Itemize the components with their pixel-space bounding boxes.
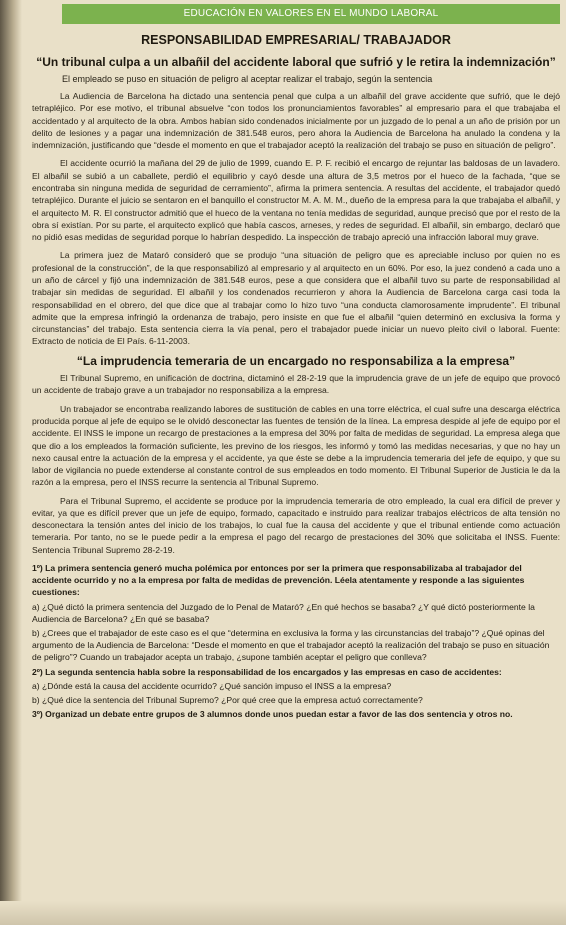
page-bottom-shadow bbox=[0, 901, 566, 925]
question-3: 3º) Organizad un debate entre grupos de 3 alumnos donde unos puedan estar a favor de las dos sentencia y otros no. bbox=[32, 709, 513, 720]
case1-paragraph-3: La primera juez de Mataró consideró que se produjo “una situación de peligro que es apreciable incluso por quien no es profesional de la construcción”, de la que responsabilizó al empresario y al arquitecto en un 60%. Por eso, la juez condenó a cada uno a un año de cárcel y fijó una indemnización de 381.548 euros, pese a que considera que el albañil tuvo su parte de responsabilidad al trabajar sin medidas de seguridad. El albañil y los condenados recurrieron y ahora la Audiencia de Barcelona carga casi toda la responsabilidad en el obrero, del que dice que al trabajar como lo hizo tuvo “una conducta clamorosamente imprudente”. El tribunal admite que la empresa infringió la ordenanza de trabajo, pero insiste en que fue el albañil “quien determinó en exclusiva la forma y circunstancias” del trabajo. Esta sentencia cierra la vía penal, pero el trabajador puede iniciar un nuevo pleito civil o laboral. Fuente: Extracto de noticia de El País. 6-11-2003. bbox=[32, 250, 560, 347]
question-2: 2º) La segunda sentencia habla sobre la responsabilidad de los encargados y las empresas en caso de accidentes: bbox=[32, 666, 502, 677]
textbook-page bbox=[22, 4, 560, 904]
page-binding-shadow bbox=[0, 0, 22, 925]
case2-title: “La imprudencia temeraria de un encargado no responsabiliza a la empresa” bbox=[76, 353, 516, 368]
case2-paragraph-2: Un trabajador se encontraba realizando labores de sustitución de cables en una torre eléctrica, el cual sufre una descarga eléctrica producida porque al jefe de equipo se le olvidó desconectar las fuentes de tensión de la línea. La empresa despide al jefe de equipo por el accidente. El INSS le impone un recargo de prestaciones a la empresa del 30% por falta de medidas de seguridad. La empresa alega que que dio a los empleados la formación suficiente, les previno de los riesgos, les informó y tomó las medidas necesarias, y que no hay un nexo causal entre la actuación de la empresa y el accidente, ya que éste se debe a la imprudencia temeraria del jefe de equipo, y que su labor de vigilancia no puede extenderse al constante control de sus empleados en todo momento. El Tribunal Superior de Justicia le da la razón a la empresa, pero el INSS recurre la sentencia al Tribunal Supremo. bbox=[32, 403, 560, 488]
question-2b: b) ¿Qué dice la sentencia del Tribunal Supremo? ¿Por qué cree que la empresa actuó correctamente? bbox=[32, 695, 423, 706]
case2-paragraph-1: El Tribunal Supremo, en unificación de doctrina, dictaminó el 28-2-19 que la imprudencia grave de un jefe de equipo que provocó un accidente de trabajo grave a un trabajador no responsabiliza a la empresa. bbox=[32, 373, 560, 396]
question-1b: b) ¿Crees que el trabajador de este caso es el que “determina en exclusiva la forma y las circunstancias del trabajo”? ¿Qué opinas del argumento de la Audiencia de Barcelona: “Desde el momento en que el trabajador aceptó la realización del trabajo se puso en situación de peligro”? Cuando un trabajador acepta un trabajo, ¿supone también aceptar el peligro que conlleva? bbox=[32, 628, 550, 663]
question-2a: a) ¿Dónde está la causa del accidente ocurrido? ¿Qué sanción impuso el INSS a la empresa? bbox=[32, 680, 392, 691]
section-banner: EDUCACIÓN EN VALORES EN EL MUNDO LABORAL bbox=[62, 4, 560, 24]
case1-title: “Un tribunal culpa a un albañil del accidente laboral que sufrió y le retira la indemnización” bbox=[36, 55, 556, 69]
section-title: RESPONSABILIDAD EMPRESARIAL/ TRABAJADOR bbox=[141, 33, 451, 47]
case2-paragraph-3: Para el Tribunal Supremo, el accidente se produce por la imprudencia temeraria de otro empleado, la cual era difícil de prever y evitar, ya que es difícil prever que un jefe de equipo, formado, capacitado e instruido para realizar trabajos eléctricos de alta tensión no desconectara la tensión antes del inicio de los trabajos, lo cual fue la causa del accidente y que el tribunal entiende como actuación temeraria. Por tanto, no se le puede pedir a la empresa el pago del recargo de prestaciones del 30% que solicitaba el INSS. Fuente: Sentencia Tribunal Supremo 28-2-19. bbox=[32, 495, 560, 555]
case1-paragraph-1: La Audiencia de Barcelona ha dictado una sentencia penal que culpa a un albañil del grave accidente que sufrió, que le dejó tetrapléjico. Por ese motivo, el tribunal absuelve “con todos los pronunciamientos favorables” al empresario para el que trabajaba el accidentado y al arquitecto de la obra. Ambos habían sido condenados inicialmente por un juzgado de lo penal a un año de prisión por un delito de lesiones y a pagar una indemnización de 381.548 euros, pero ahora la Audiencia de Barcelona ha anulado la condena y la indemnización, justificando que “desde el momento en que el trabajador aceptó la realización del trabajo se puso en situación de peligro”. bbox=[32, 91, 560, 151]
case1-paragraph-2: El accidente ocurrió la mañana del 29 de julio de 1999, cuando E. P. F. recibió el encargo de rejuntar las baldosas de un lavadero. El albañil se subió a un caballete, perdió el equilibrio y cayó desde una altura de 3,5 metros por el hueco de la fachada, “que se encontraba sin ninguna medida de seguridad de cerramiento”, afirma la primera sentencia. A resultas del accidente, el trabajador quedó tetrapléjico. Durante el juicio se sentaron en el banquillo el constructor M. A. M. M., dueño de la empresa para la que trabajaba el albañil, y el arquitecto M. R. El constructor admitió que el hueco de la ventana no tenía medidas de seguridad, aunque precisó que por el resto de la obra sí existían. Por su parte, el arquitecto explicó que había cascos, arneses, y redes de seguridad. El albañil, sin embargo, declaró que no pidió esas medidas de seguridad porque lo habrían despedido. La inspección de trabajo apreció una infracción laboral muy grave. bbox=[32, 158, 560, 243]
case1-subtitle: El empleado se puso en situación de peligro al aceptar realizar el trabajo, según la sentencia bbox=[62, 74, 433, 85]
question-1a: a) ¿Qué dictó la primera sentencia del Juzgado de lo Penal de Mataró? ¿En qué hechos se basaba? ¿Y qué dictó posteriormente la Audiencia de Barcelona? ¿En qué se basaba? bbox=[32, 601, 535, 624]
question-1: 1º) La primera sentencia generó mucha polémica por entonces por ser la primera que responsabilizaba al trabajador del accidente ocurrido y no a la empresa por falta de medidas de prevención. Léela atentamente y responde a las siguientes cuestiones: bbox=[32, 563, 525, 598]
